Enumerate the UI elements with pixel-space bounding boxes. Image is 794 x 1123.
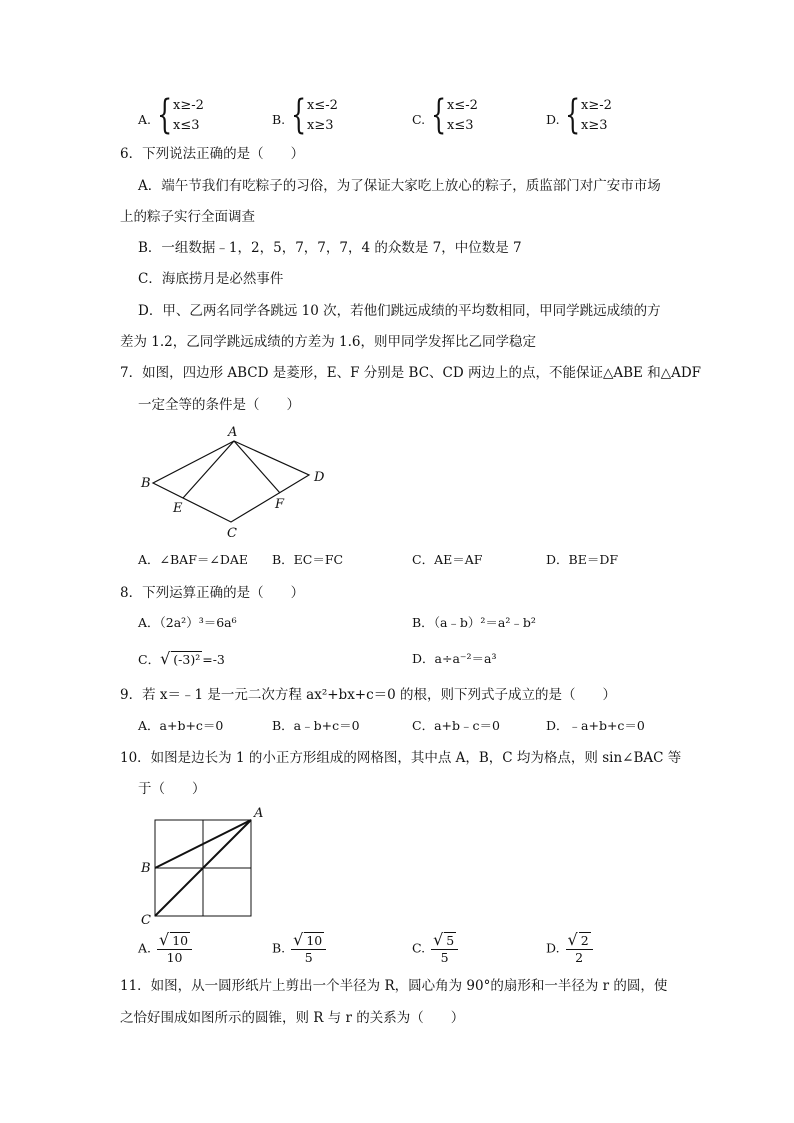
q9-option-c: C．a+b﹣c＝0 [412,718,500,733]
grid-label-c: C [141,913,151,927]
q10-option-b: B. $\frac{√ 10}{5}$ [272,932,328,966]
q10-option-a: A. $\frac{√ 10}{10}$ [138,932,194,966]
q8-c-radicand: (-3)² [173,652,201,667]
q8-option-a: A．（2a²）³＝6a⁶ [138,615,237,630]
q11-stem-line1: 11．如图，从一圆形纸片上剪出一个半径为 R，圆心角为 90°的扇形和一半径为 r 的圆，使 [120,978,668,994]
q7-option-a: A．∠BAF＝∠DAE [138,552,249,567]
q7-stem-line1: 7．如图，四边形 ABCD 是菱形，E、F 分别是 BC、CD 两边上的点，不能保证△ABE 和△ADF [120,365,702,381]
q10-stem-line2: 于（ ） [138,781,206,797]
q11-stem-line2: 之恰好围成如图所示的圆锥，则 R 与 r 的关系为（ ） [120,1010,465,1026]
label-d: D [314,470,325,485]
q6-option-b: B．一组数据﹣1，2，5，7，7，7，4 的众数是 7，中位数是 7 [138,240,522,256]
q6-option-d-line1: D．甲、乙两名同学各跳远 10 次，若他们跳远成绩的平均数相同，甲同学跳远成绩的方 [138,303,661,319]
q7-option-b: B．EC＝FC [272,552,344,567]
segment-af [234,441,280,493]
label-c: C [227,526,237,541]
q8-option-d: D．a÷a⁻²＝a³ [412,651,497,666]
q6-option-c: C．海底捞月是必然事件 [138,271,284,287]
q8-stem: 8．下列运算正确的是（ ） [120,585,305,601]
label-a: A [228,425,238,440]
label-b: B [141,476,151,491]
segment-ae [183,441,234,498]
q9-option-a: A．a+b+c＝0 [138,718,224,733]
q5-option-c-letter: C. [412,112,426,127]
label-e: E [173,501,183,516]
grid-label-b: B [141,861,151,876]
q10-stem-line1: 10．如图是边长为 1 的小正方形组成的网格图，其中点 A，B，C 均为格点，则 sin∠BAC 等 [120,750,682,766]
q10-option-c: C. $\frac{√ 5}{5}$ [412,932,460,966]
q8-option-b: B．（a﹣b）²＝a²﹣b² [412,615,536,630]
q6-stem: 6．下列说法正确的是（ ） [120,146,305,162]
q9-stem: 9．若 x＝﹣1 是一元二次方程 ax²+bx+c＝0 的根，则下列式子成立的是（ ） [120,687,617,703]
q9-option-d: D．﹣a+b+c＝0 [546,718,645,733]
q7-option-c: C．AE＝AF [412,552,483,567]
q8-option-c: C．√ (-3)² =-3 [138,649,225,668]
q5-option-a-letter: A. [138,112,152,127]
q6-option-d-line2: 差为 1.2，乙同学跳远成绩的方差为 1.6，则甲同学发挥比乙同学稳定 [120,334,537,350]
q5-option-b-letter: B. [272,112,286,127]
q7-rhombus-figure [135,420,345,545]
q7-stem-line2: 一定全等的条件是（ ） [138,397,300,413]
q5-option-d-letter: D. [546,112,560,127]
grid-label-a: A [254,806,264,821]
q6-option-a-line1: A．端午节我们有吃粽子的习俗，为了保证大家吃上放心的粽子，质监部门对广安市市场 [138,178,661,194]
q10-option-d: D. $\frac{√ 2}{2}$ [546,932,595,966]
q9-option-b: B．a﹣b+c＝0 [272,718,360,733]
q10-grid-figure [135,802,270,927]
label-f: F [275,497,285,512]
q7-option-d: D．BE＝DF [546,552,619,567]
q6-option-a-line2: 上的粽子实行全面调查 [120,209,255,225]
